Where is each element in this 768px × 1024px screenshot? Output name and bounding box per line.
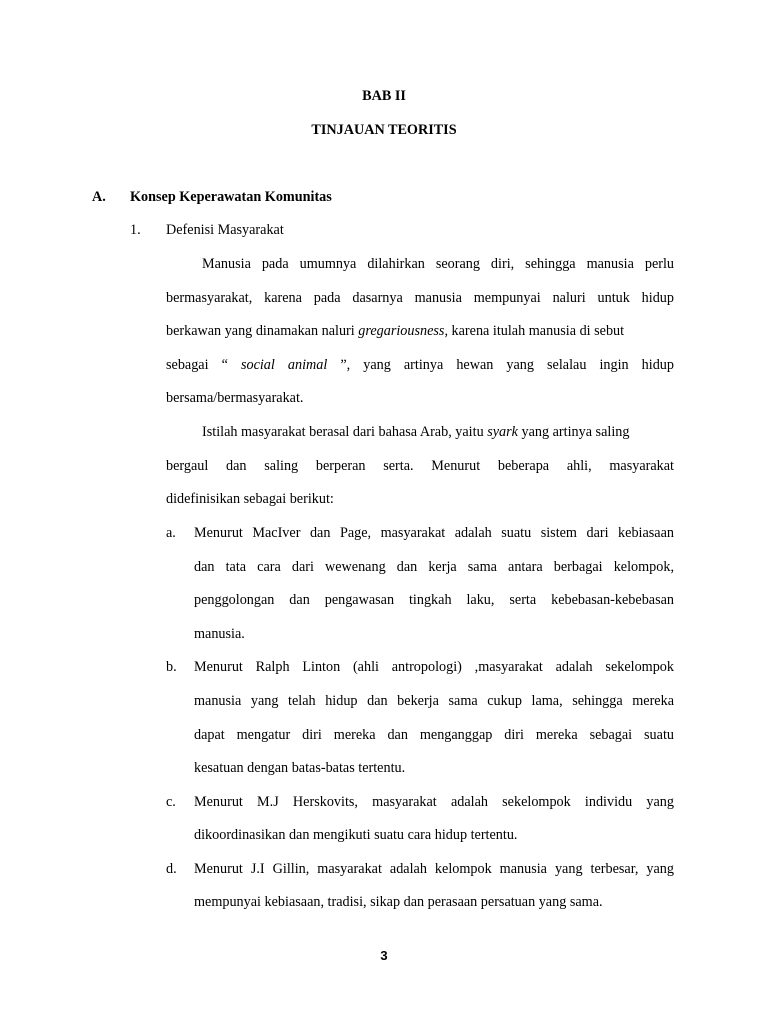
paragraph-line: bermasyarakat, karena pada dasarnya manusia mempunyai naluri untuk hidup [166,290,674,306]
list-item-line: Menurut J.I Gillin, masyarakat adalah kelompok manusia yang terbesar, yang [194,861,674,877]
list-item-line: Menurut MacIver dan Page, masyarakat adalah suatu sistem dari kebiasaan [194,525,674,541]
paragraph-line: Manusia pada umumnya dilahirkan seorang diri, sehingga manusia perlu [202,256,674,272]
list-item-line: manusia yang telah hidup dan bekerja sama cukup lama, sehingga mereka [194,693,674,709]
section-marker: A. [92,189,106,205]
paragraph-line: Istilah masyarakat berasal dari bahasa Arab, yaitu syark yang artinya saling [202,424,630,440]
list-item-line: penggolongan dan pengawasan tingkah laku, serta kebebasan-kebebasan [194,592,674,608]
page-number: 3 [380,948,388,963]
section-title: Konsep Keperawatan Komunitas [130,189,332,205]
paragraph-line: sebagai “ social animal ”, yang artinya hewan yang selalau ingin hidup [166,357,674,373]
italic-term: syark [487,424,518,440]
subsection-title: Defenisi Masyarakat [166,222,284,238]
subsection-marker: 1. [130,222,141,238]
chapter-heading: BAB II [362,88,406,104]
list-marker: c. [166,794,176,810]
chapter-title: TINJAUAN TEORITIS [311,122,457,138]
italic-term: gregariousness [358,323,445,339]
list-item-line: manusia. [194,626,245,642]
paragraph-line: berkawan yang dinamakan naluri gregariousness, karena itulah manusia di sebut [166,323,625,339]
list-item-line: mempunyai kebiasaan, tradisi, sikap dan perasaan persatuan yang sama. [194,894,603,910]
paragraph-line: bersama/bermasyarakat. [166,390,304,406]
italic-term: social animal [240,357,328,373]
paragraph-line: didefinisikan sebagai berikut: [166,491,334,507]
paragraph-line: bergaul dan saling berperan serta. Menurut beberapa ahli, masyarakat [166,458,674,474]
list-item-line: dan tata cara dari wewenang dan kerja sama antara berbagai kelompok, [194,559,674,575]
list-marker: a. [166,525,176,541]
list-item-line: kesatuan dengan batas-batas tertentu. [194,760,406,776]
list-item-line: Menurut M.J Herskovits, masyarakat adalah sekelompok individu yang [194,794,674,810]
list-item-line: dapat mengatur diri mereka dan menganggap diri mereka sebagai suatu [194,727,674,743]
list-item-line: Menurut Ralph Linton (ahli antropologi) ,masyarakat adalah sekelompok [194,659,674,675]
list-marker: d. [166,861,177,877]
list-item-line: dikoordinasikan dan mengikuti suatu cara hidup tertentu. [194,827,518,843]
list-marker: b. [166,659,177,675]
